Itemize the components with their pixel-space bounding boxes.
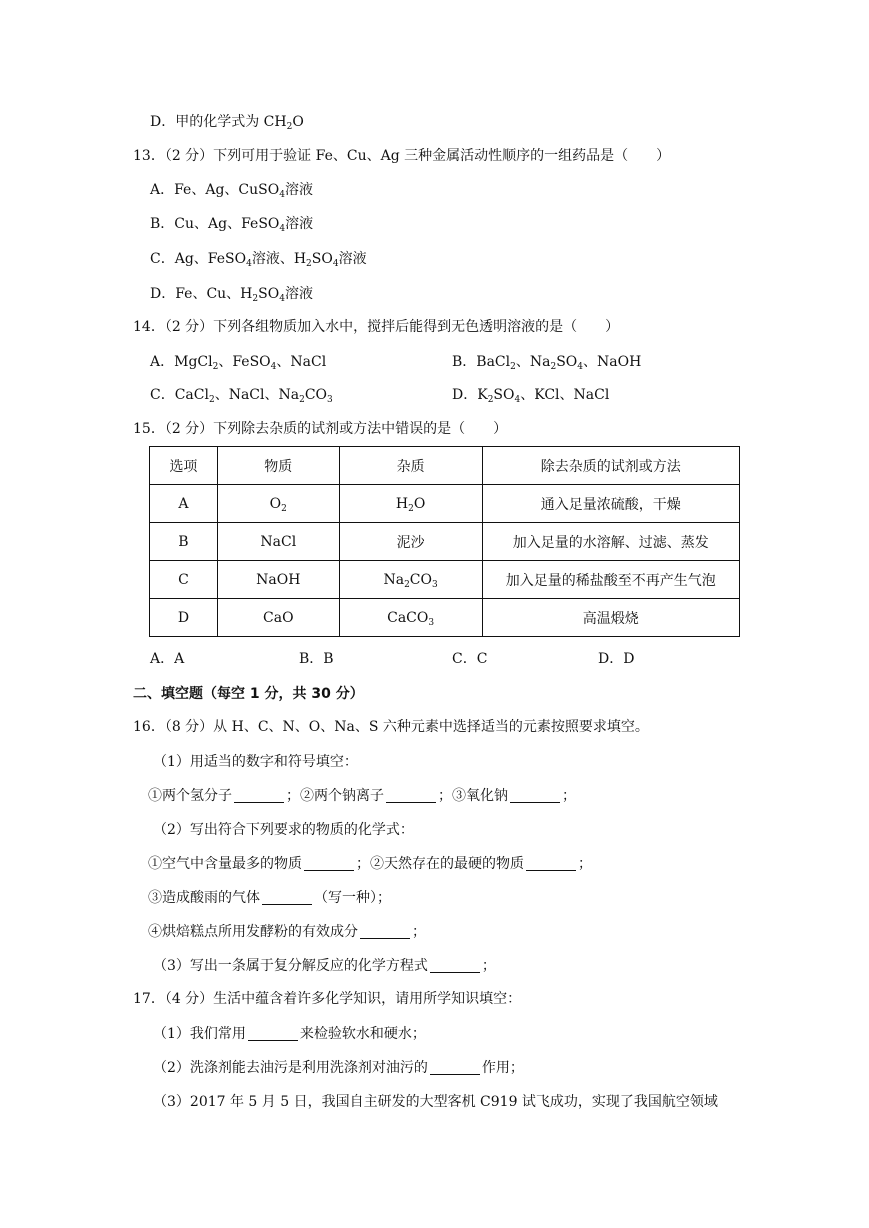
q14-option-b: B．BaCl$_2$、$Na_2SO_4$、NaOH <box>452 354 642 372</box>
q16-part2-line3: ④烘焙糕点所用发酵粉的有效成分 ； <box>148 924 426 940</box>
table-row <box>150 523 740 561</box>
q15-table <box>149 446 740 637</box>
answer-blank[interactable] <box>248 1026 298 1041</box>
table-cell-method: 加入足量的稀盐酸至不再产生气泡 <box>482 561 740 599</box>
section-title: 二、填空题（每空 1 分，共 30 分） <box>133 686 364 702</box>
q17-stem: 17．（4 分）生活中蕴含着许多化学知识，请用所学知识填空： <box>133 991 522 1007</box>
q14-option-d: D．$K_2SO_4$、KCl、NaCl <box>452 387 610 405</box>
q17-part1: （1）我们常用 来检验软水和硬水； <box>153 1026 426 1042</box>
table-cell-impurity: 泥沙 <box>339 523 482 561</box>
q15-choice-a: A．A <box>150 651 185 667</box>
q15-choice-b: B．B <box>299 651 334 667</box>
table-row <box>150 599 740 637</box>
table-header-cell: 选项 <box>150 447 218 485</box>
q13-option-d: D．Fe、Cu、$H_2SO_4$溶液 <box>150 286 313 304</box>
answer-blank[interactable] <box>526 856 576 871</box>
table-cell-substance: $O_2$ <box>217 485 339 523</box>
q14-option-a: A．MgCl$_2$、FeSO$_4$、NaCl <box>150 354 327 372</box>
q15-choice-c: C．C <box>452 651 488 667</box>
table-header-row <box>150 447 740 485</box>
q15-choice-d: D．D <box>598 651 635 667</box>
table-header-cell: 物质 <box>217 447 339 485</box>
q16-part2-line2: ③造成酸雨的气体 （写一种）； <box>148 890 391 906</box>
q17-part2: （2）洗涤剂能去油污是利用洗涤剂对油污的 作用； <box>153 1060 524 1076</box>
q16-stem: 16．（8 分）从 H、C、N、O、Na、S 六种元素中选择适当的元素按照要求填空。 <box>133 719 649 735</box>
answer-blank[interactable] <box>262 890 312 905</box>
answer-blank[interactable] <box>234 788 284 803</box>
q14-stem: 14．（2 分）下列各组物质加入水中，搅拌后能得到无色透明溶液的是（ ） <box>133 319 620 335</box>
table-cell-option: D <box>150 599 218 637</box>
q13-option-b: B．Cu、Ag、FeSO$_4$溶液 <box>150 216 314 234</box>
answer-blank[interactable] <box>430 958 480 973</box>
table-cell-method: 高温煅烧 <box>482 599 740 637</box>
answer-blank[interactable] <box>304 856 354 871</box>
answer-blank[interactable] <box>430 1060 480 1075</box>
answer-blank[interactable] <box>360 924 410 939</box>
table-cell-substance: NaCl <box>217 523 339 561</box>
table-cell-impurity: $Na_2CO_3$ <box>339 561 482 599</box>
q12-option-d: D．甲的化学式为 $CH_2O$ <box>150 114 304 132</box>
table-cell-option: A <box>150 485 218 523</box>
answer-blank[interactable] <box>386 788 436 803</box>
q16-part1: （1）用适当的数字和符号填空： <box>153 754 358 770</box>
table-cell-option: C <box>150 561 218 599</box>
table-cell-impurity: CaCO$_3$ <box>339 599 482 637</box>
table-cell-substance: CaO <box>217 599 339 637</box>
q16-part2-line1: ①空气中含量最多的物质 ；②天然存在的最硬的物质 ； <box>148 856 592 872</box>
table-cell-impurity: $H_2O$ <box>339 485 482 523</box>
table-row <box>150 485 740 523</box>
table-cell-method: 通入足量浓硫酸，干燥 <box>482 485 740 523</box>
q13-stem: 13．（2 分）下列可用于验证 Fe、Cu、Ag 三种金属活动性顺序的一组药品是（ ） <box>133 148 671 164</box>
table-cell-method: 加入足量的水溶解、过滤、蒸发 <box>482 523 740 561</box>
answer-blank[interactable] <box>510 788 560 803</box>
q16-part3: （3）写出一条属于复分解反应的化学方程式 ； <box>153 958 496 974</box>
table-row <box>150 561 740 599</box>
table-header-cell: 除去杂质的试剂或方法 <box>482 447 740 485</box>
table-cell-substance: NaOH <box>217 561 339 599</box>
q13-option-a: A．Fe、Ag、CuSO$_4$溶液 <box>150 182 313 200</box>
q15-stem: 15．（2 分）下列除去杂质的试剂或方法中错误的是（ ） <box>133 421 508 437</box>
q16-part2: （2）写出符合下列要求的物质的化学式： <box>153 822 414 838</box>
q16-part1-blanks: ①两个氢分子 ；②两个钠离子 ；③氧化钠 ； <box>148 788 576 804</box>
table-cell-option: B <box>150 523 218 561</box>
q17-part3: （3）2017 年 5 月 5 日，我国自主研发的大型客机 C919 试飞成功，实现了我国航空领域 <box>153 1094 718 1110</box>
q13-option-c: C．Ag、FeSO$_4$溶液、$H_2SO_4$溶液 <box>150 251 367 269</box>
table-header-cell: 杂质 <box>339 447 482 485</box>
q14-option-c: C．CaCl$_2$、NaCl、$Na_2CO_3$ <box>150 387 333 405</box>
